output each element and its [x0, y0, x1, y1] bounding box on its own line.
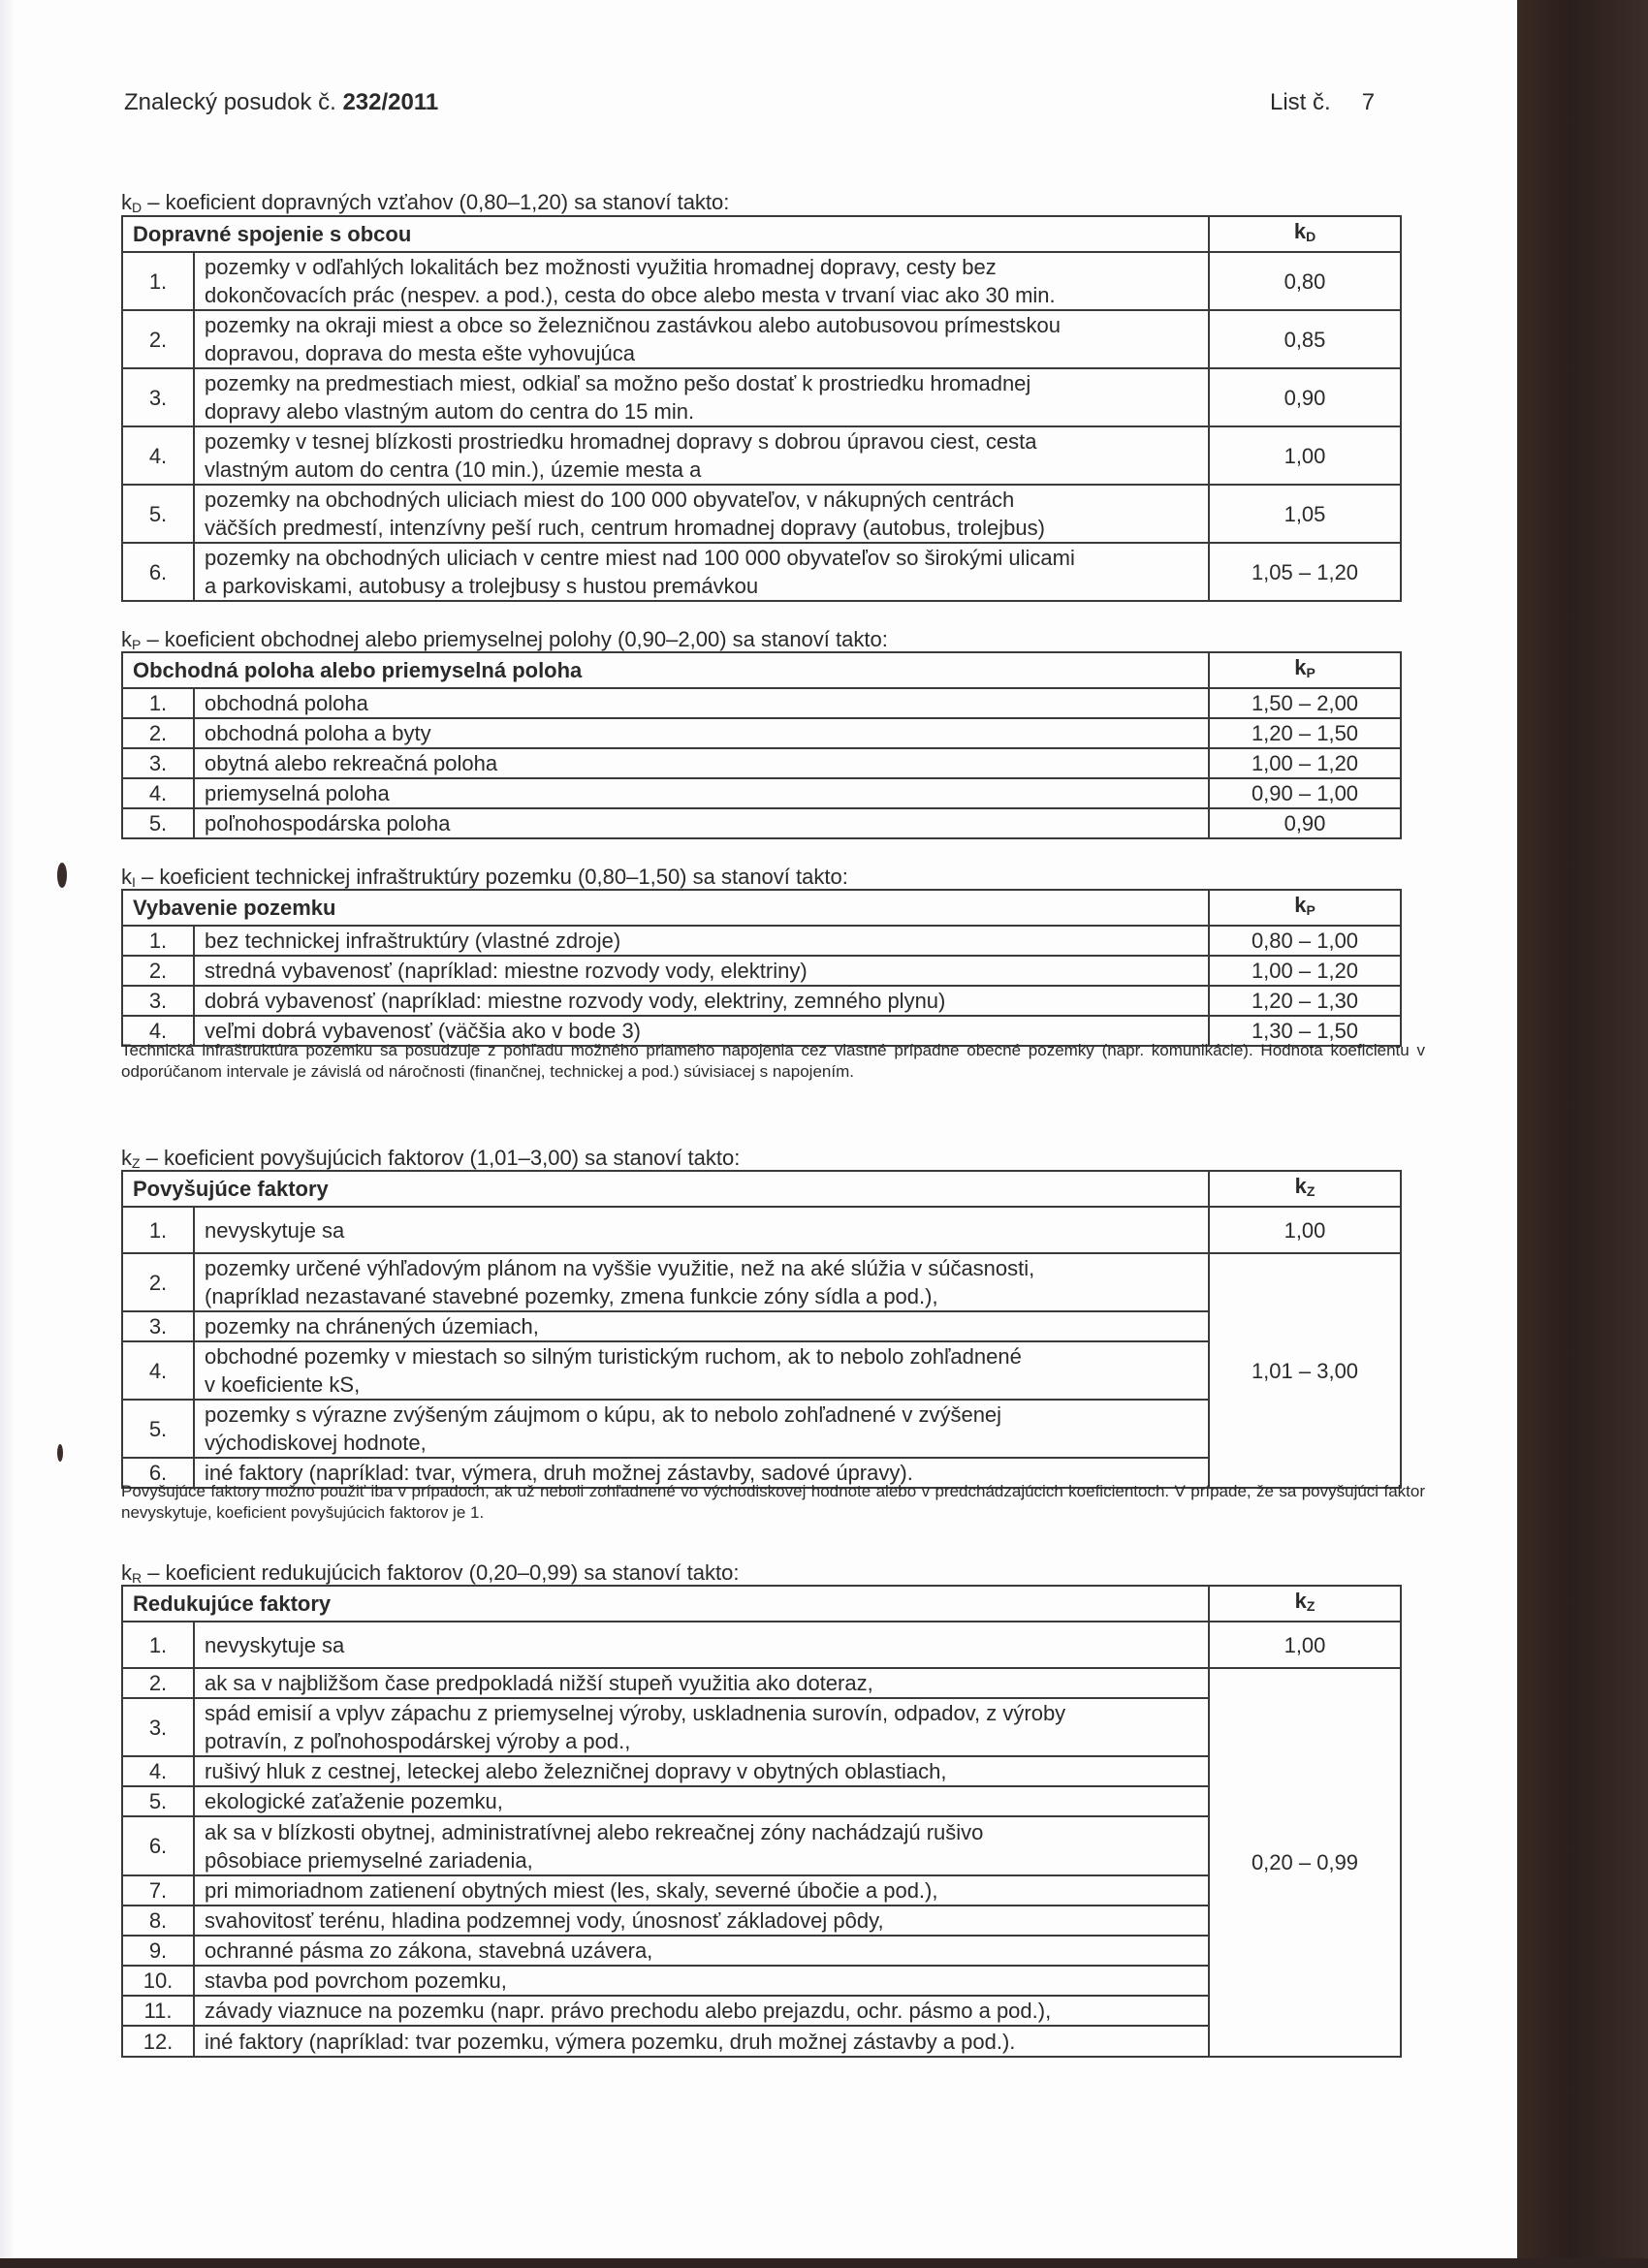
table-row — [122, 748, 1401, 778]
table-head: Obchodná poloha alebo priemyselná poloha — [122, 652, 1209, 688]
row-text-line: a parkoviskami, autobusy a trolejbusy s hustou premávkou — [205, 574, 759, 598]
row-number: 3. — [122, 986, 194, 1016]
row-text — [194, 543, 1209, 601]
row-number: 4. — [122, 1341, 194, 1400]
row-text — [194, 1966, 1209, 1996]
row-text-line: pozemky na obchodných uliciach v centre miest nad 100 000 obyvateľov so širokými ulicami — [205, 546, 1075, 570]
table-row — [122, 986, 1401, 1016]
table-row — [122, 485, 1401, 543]
symbol-sub: Z — [132, 1155, 141, 1171]
caption-text: – koeficient technickej infraštruktúry pozemku (0,80–1,50) sa stanoví takto: — [135, 865, 848, 889]
table-row — [122, 718, 1401, 748]
row-number: 3. — [122, 1311, 194, 1341]
row-text — [194, 1786, 1209, 1816]
row-text-line: v koeficiente kS, — [205, 1372, 361, 1397]
symbol-sub: P — [1306, 665, 1315, 680]
symbol: k — [121, 190, 132, 214]
table-head: Vybavenie pozemku — [122, 890, 1209, 926]
punch-hole-mark — [57, 863, 67, 888]
row-text — [194, 1668, 1209, 1698]
row-text — [194, 1756, 1209, 1786]
row-text-line: potravín, z poľnohospodárskej výroby a pod., — [205, 1729, 631, 1753]
symbol-sub: D — [1306, 229, 1316, 244]
row-text — [194, 1996, 1209, 2026]
row-number: 6. — [122, 1458, 194, 1488]
row-number: 1. — [122, 1622, 194, 1668]
scan-left-edge — [0, 0, 14, 2268]
row-text-line: dopravou, doprava do mesta ešte vyhovujúca — [205, 341, 635, 365]
row-text-line: pozemky na chránených územiach, — [205, 1314, 539, 1339]
table-row — [122, 310, 1401, 368]
row-text-line: pri mimoriadnom zatienení obytných miest (les, skaly, severné úbočie a pod.), — [205, 1878, 938, 1903]
caption-text: – koeficient dopravných vzťahov (0,80–1,20) sa stanoví takto: — [142, 190, 730, 214]
row-text-line: závady viaznuce na pozemku (napr. právo prechodu alebo prejazdu, ochr. pásmo a pod.), — [205, 1999, 1052, 2023]
symbol-sub: R — [132, 1570, 143, 1586]
row-text: obytná alebo rekreačná poloha — [194, 748, 1209, 778]
row-number: 4. — [122, 1016, 194, 1046]
row-number: 10. — [122, 1966, 194, 1996]
row-value: 0,90 — [1209, 808, 1401, 838]
row-text-line: dopravy alebo vlastným autom do centra do 15 min. — [205, 399, 695, 424]
row-text-line: ochranné pásma zo zákona, stavebná uzávera, — [205, 1938, 653, 1963]
row-number: 2. — [122, 718, 194, 748]
row-text-line: (napríklad nezastavané stavebné pozemky, zmena funkcie zóny sídla a pod.), — [205, 1284, 938, 1308]
row-number: 1. — [122, 252, 194, 310]
table-head-value — [1209, 890, 1401, 926]
symbol: k — [1293, 219, 1307, 243]
symbol-sub: I — [132, 874, 136, 890]
row-text-line: pozemky v tesnej blízkosti prostriedku hromadnej dopravy s dobrou úpravou ciest, cesta — [205, 429, 1037, 454]
row-text — [194, 368, 1209, 426]
row-text-line: vlastným autom do centra (10 min.), územie mesta a — [205, 457, 702, 482]
row-number: 1. — [122, 688, 194, 718]
row-value-range: 1,01 – 3,00 — [1209, 1253, 1401, 1488]
row-text-line: dokončovacích prác (nespev. a pod.), cesta do obce alebo mesta v trvaní viac ako 30 min. — [205, 283, 1056, 307]
row-value: 1,05 – 1,20 — [1209, 543, 1401, 601]
row-text-line: väčších predmestí, intenzívny peší ruch, centrum hromadnej dopravy (autobus, trolejbus) — [205, 516, 1045, 540]
table-head-value — [1209, 216, 1401, 252]
row-text: dobrá vybavenosť (napríklad: miestne rozvody vody, elektriny, zemného plynu) — [194, 986, 1209, 1016]
table-head: Redukujúce faktory — [122, 1586, 1209, 1622]
table-head: Dopravné spojenie s obcou — [122, 216, 1209, 252]
symbol: k — [121, 865, 132, 889]
row-number: 3. — [122, 368, 194, 426]
row-text — [194, 252, 1209, 310]
row-number: 1. — [122, 926, 194, 956]
kz-table — [121, 1170, 1402, 1489]
caption-text: – koeficient povyšujúcich faktorov (1,01–3,00) sa stanoví takto: — [140, 1146, 741, 1170]
sheet-page-number: 7 — [1361, 89, 1376, 115]
table-row — [122, 1207, 1401, 1253]
row-value: 1,00 — [1209, 426, 1401, 485]
table-head-value — [1209, 652, 1401, 688]
row-value: 0,85 — [1209, 310, 1401, 368]
table-head-value — [1209, 1171, 1401, 1207]
row-number: 4. — [122, 426, 194, 485]
ki-note: Technická infraštruktúra pozemku sa posudzuje z pohľadu možného priameho napojenia cez vlastné prípadne obecné pozemky (napr. komunikácie). Hodnota koeficientu v odporúčanom intervale je závislá od náročnosti (finančnej, technickej a pod.) súvisiacej s napojením. — [121, 1041, 1425, 1081]
title-number: 232/2011 — [342, 89, 439, 115]
document-title — [124, 89, 438, 116]
table-row — [122, 1668, 1401, 1698]
row-text-line: pozemky na predmestiach miest, odkiaľ sa možno pešo dostať k prostriedku hromadnej — [205, 371, 1031, 395]
table-row — [122, 688, 1401, 718]
row-text — [194, 485, 1209, 543]
row-text-line: pozemky v odľahlých lokalitách bez možnosti využitia hromadnej dopravy, cesty bez — [205, 255, 997, 279]
row-value: 1,00 — [1209, 1207, 1401, 1253]
row-value: 1,50 – 2,00 — [1209, 688, 1401, 718]
symbol-sub: P — [1306, 902, 1315, 918]
row-text — [194, 1698, 1209, 1756]
symbol-sub: Z — [1306, 1598, 1315, 1614]
row-text — [194, 1253, 1209, 1311]
table-row — [122, 426, 1401, 485]
row-number: 9. — [122, 1936, 194, 1966]
row-number: 5. — [122, 485, 194, 543]
row-text-line: pôsobiace priemyselné zariadenia, — [205, 1847, 533, 1873]
symbol: k — [121, 627, 132, 651]
row-text-line: stavba pod povrchom pozemku, — [205, 1969, 507, 1993]
row-text-line: nevyskytuje sa — [205, 1217, 345, 1243]
kd-table — [121, 215, 1402, 602]
row-value: 1,05 — [1209, 485, 1401, 543]
symbol: k — [1294, 655, 1307, 679]
scan-bottom-edge — [0, 2258, 1648, 2268]
row-text-line: obchodné pozemky v miestach so silným turistickým ruchom, ak to nebolo zohľadnené — [205, 1344, 1022, 1369]
table-row — [122, 956, 1401, 986]
table-row — [122, 778, 1401, 808]
row-text: obchodná poloha a byty — [194, 718, 1209, 748]
row-value: 1,00 – 1,20 — [1209, 956, 1401, 986]
row-value: 1,20 – 1,30 — [1209, 986, 1401, 1016]
row-number: 4. — [122, 778, 194, 808]
row-text-line: ak sa v najbližšom čase predpokladá nižší stupeň využitia ako doteraz, — [205, 1671, 873, 1695]
row-text-line: pozemky na okraji miest a obce so železničnou zastávkou alebo autobusovou prímestskou — [205, 313, 1061, 337]
symbol: k — [1294, 893, 1307, 917]
symbol: k — [1294, 1589, 1307, 1613]
row-text-line: iné faktory (napríklad: tvar pozemku, výmera pozemku, druh možnej zástavby a pod.). — [205, 2029, 1016, 2054]
row-number: 11. — [122, 1996, 194, 2026]
row-text — [194, 1341, 1209, 1400]
row-value: 0,80 — [1209, 252, 1401, 310]
symbol-sub: P — [132, 637, 142, 652]
row-text: bez technickej infraštruktúry (vlastné zdroje) — [194, 926, 1209, 956]
row-text — [194, 1906, 1209, 1936]
table-row — [122, 543, 1401, 601]
row-number: 6. — [122, 543, 194, 601]
row-number: 12. — [122, 2026, 194, 2057]
row-text-line: rušivý hluk z cestnej, leteckej alebo železničnej dopravy v obytných oblastiach, — [205, 1759, 947, 1783]
row-text-line: ak sa v blízkosti obytnej, administratívnej alebo rekreačnej zóny nachádzajú rušivo — [205, 1819, 984, 1844]
row-text — [194, 1875, 1209, 1906]
row-text: veľmi dobrá vybavenosť (väčšia ako v bode 3) — [194, 1016, 1209, 1046]
table-row — [122, 1253, 1401, 1311]
row-text — [194, 1311, 1209, 1341]
row-text — [194, 1936, 1209, 1966]
row-number: 2. — [122, 1668, 194, 1698]
row-number: 5. — [122, 1400, 194, 1458]
table-row — [122, 926, 1401, 956]
table-head: Povyšujúce faktory — [122, 1171, 1209, 1207]
row-value: 1,00 – 1,20 — [1209, 748, 1401, 778]
symbol: k — [121, 1146, 132, 1170]
row-text-line: pozemky na obchodných uliciach miest do 100 000 obyvateľov, v nákupných centrách — [205, 488, 1015, 512]
caption-text: – koeficient redukujúcich faktorov (0,20–0,99) sa stanoví takto: — [142, 1560, 740, 1585]
ki-table — [121, 889, 1402, 1047]
row-text-line: pozemky určené výhľadovým plánom na vyššie využitie, než na aké slúžia v súčasnosti, — [205, 1256, 1035, 1280]
row-value: 0,80 – 1,00 — [1209, 926, 1401, 956]
row-text: priemyselná poloha — [194, 778, 1209, 808]
row-number: 2. — [122, 310, 194, 368]
title-prefix: Znalecký posudok č. — [124, 89, 336, 115]
row-value: 0,90 — [1209, 368, 1401, 426]
row-number: 1. — [122, 1207, 194, 1253]
row-text: obchodná poloha — [194, 688, 1209, 718]
sheet-label: List č. — [1270, 89, 1331, 115]
row-text — [194, 310, 1209, 368]
row-text-line: nevyskytuje sa — [205, 1632, 345, 1657]
row-text — [194, 1207, 1209, 1253]
row-number: 7. — [122, 1875, 194, 1906]
row-value-range: 0,20 – 0,99 — [1209, 1668, 1401, 2057]
row-number: 8. — [122, 1906, 194, 1936]
kr-table — [121, 1585, 1402, 2058]
scan-right-edge — [1517, 0, 1648, 2268]
row-number: 5. — [122, 1786, 194, 1816]
symbol: k — [1294, 1174, 1307, 1198]
symbol-sub: D — [132, 200, 143, 215]
symbol-sub: Z — [1306, 1183, 1315, 1199]
row-text-line: svahovitosť terénu, hladina podzemnej vody, únosnosť základovej pôdy, — [205, 1908, 884, 1933]
table-row — [122, 1622, 1401, 1668]
row-text-line: ekologické zaťaženie pozemku, — [205, 1789, 503, 1813]
row-text — [194, 1816, 1209, 1875]
row-text — [194, 1622, 1209, 1668]
row-text — [194, 1400, 1209, 1458]
table-head-value — [1209, 1586, 1401, 1622]
row-number: 3. — [122, 1698, 194, 1756]
row-text-line: pozemky s výrazne zvýšeným záujmom o kúpu, ak to nebolo zohľadnené v zvýšenej — [205, 1402, 1002, 1427]
row-text — [194, 2026, 1209, 2057]
row-text — [194, 426, 1209, 485]
sheet-number — [1270, 89, 1375, 116]
table-row — [122, 368, 1401, 426]
row-value: 1,30 – 1,50 — [1209, 1016, 1401, 1046]
symbol: k — [121, 1560, 132, 1585]
row-number: 5. — [122, 808, 194, 838]
row-text: poľnohospodárska poloha — [194, 808, 1209, 838]
caption-text: – koeficient obchodnej alebo priemyselnej polohy (0,90–2,00) sa stanoví takto: — [141, 627, 888, 651]
row-text-line: iné faktory (napríklad: tvar, výmera, druh možnej zástavby, sadové úpravy). — [205, 1461, 913, 1485]
row-number: 3. — [122, 748, 194, 778]
punch-hole-mark — [57, 1444, 63, 1462]
row-number: 4. — [122, 1756, 194, 1786]
row-value: 1,20 – 1,50 — [1209, 718, 1401, 748]
row-number: 2. — [122, 956, 194, 986]
row-value: 1,00 — [1209, 1622, 1401, 1668]
row-value: 0,90 – 1,00 — [1209, 778, 1401, 808]
row-text-line: východiskovej hodnote, — [205, 1431, 427, 1455]
row-number: 2. — [122, 1253, 194, 1311]
table-row — [122, 252, 1401, 310]
row-text: stredná vybavenosť (napríklad: miestne rozvody vody, elektriny) — [194, 956, 1209, 986]
kz-note: Povyšujúce faktory možno použiť iba v prípadoch, ak už neboli zohľadnené vo východiskovej hodnote alebo v predchádzajúcich koeficientoch. V prípade, že sa povyšujúci faktor nevyskytuje, koeficient povyšujúcich faktorov je 1. — [121, 1482, 1425, 1522]
row-text-line: spád emisií a vplyv zápachu z priemyselnej výroby, uskladnenia surovín, odpadov, z výroby — [205, 1701, 1066, 1725]
table-row — [122, 808, 1401, 838]
kp-table — [121, 651, 1402, 839]
row-number: 6. — [122, 1816, 194, 1875]
